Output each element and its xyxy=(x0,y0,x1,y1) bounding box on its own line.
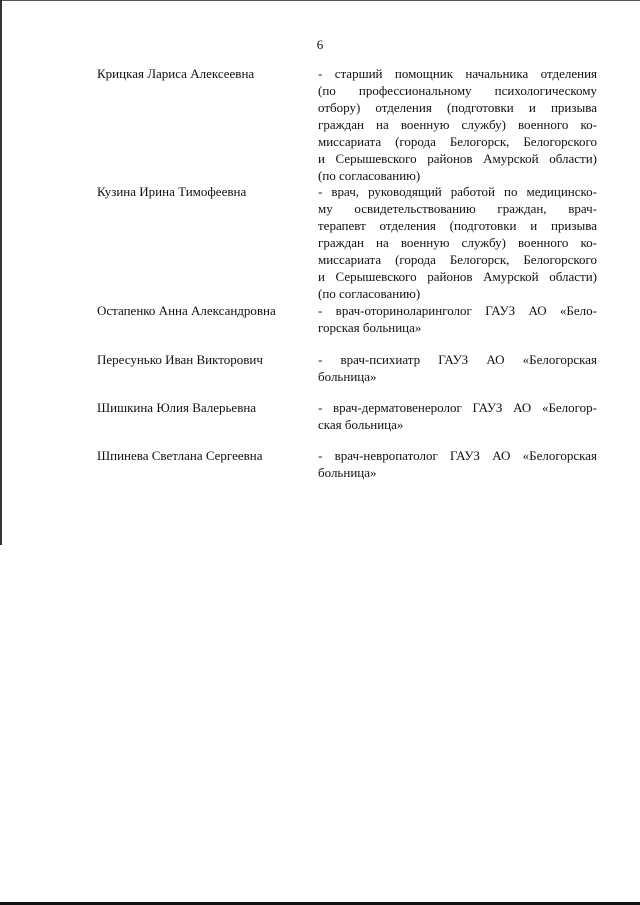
entry-name: Кузина Ирина Тимофеевна xyxy=(97,184,247,199)
entry-description xyxy=(318,183,597,302)
entry-name: Остапенко Анна Александровна xyxy=(97,303,276,318)
entry-line: - врач-оториноларинголог ГАУЗ АО «Бело- xyxy=(318,303,597,318)
entry-description xyxy=(318,447,597,481)
entry-description xyxy=(318,351,597,385)
entry-line: терапевт отделения (подготовки и призыва xyxy=(318,218,597,233)
scan-left-edge xyxy=(0,0,2,545)
entry-line: - врач-психиатр ГАУЗ АО «Белогорская xyxy=(318,352,597,367)
entry-line: (по профессиональному психологическому xyxy=(318,83,597,98)
entry-name: Пересунько Иван Викторович xyxy=(97,352,263,367)
entry-description xyxy=(318,65,597,184)
entry-line: граждан на военную службу) военного ко- xyxy=(318,235,597,250)
entry-name: Шпинева Светлана Сергеевна xyxy=(97,448,263,463)
entry-line: больница» xyxy=(318,465,377,480)
entry-description xyxy=(318,399,597,433)
entry-line: ская больница» xyxy=(318,417,404,432)
entry-line: и Серышевского районов Амурской области) xyxy=(318,269,597,284)
entry-name: Крицкая Лариса Алексеевна xyxy=(97,66,255,81)
page-number: 6 xyxy=(316,37,324,52)
entry-line: больница» xyxy=(318,369,377,384)
entry-name: Шишкина Юлия Валерьевна xyxy=(97,400,257,415)
entry-line: - старший помощник начальника отделения xyxy=(318,66,597,81)
entry-description xyxy=(318,302,597,336)
entry-line: - врач-дерматовенеролог ГАУЗ АО «Белогор- xyxy=(318,400,597,415)
entry-line: горская больница» xyxy=(318,320,422,335)
entry-line: му освидетельствованию граждан, врач- xyxy=(318,201,597,216)
entry-line: (по согласованию) xyxy=(318,168,421,183)
entry-line: миссариата (города Белогорск, Белогорского xyxy=(318,134,597,149)
entry-line: (по согласованию) xyxy=(318,286,421,301)
entry-line: граждан на военную службу) военного ко- xyxy=(318,117,597,132)
entry-line: - врач, руководящий работой по медицинско- xyxy=(318,184,597,199)
entry-line: и Серышевского районов Амурской области) xyxy=(318,151,597,166)
scan-top-edge xyxy=(0,0,640,1)
entry-line: - врач-невропатолог ГАУЗ АО «Белогорская xyxy=(318,448,597,463)
entry-line: миссариата (города Белогорск, Белогорского xyxy=(318,252,597,267)
entry-line: отбору) отделения (подготовки и призыва xyxy=(318,100,597,115)
